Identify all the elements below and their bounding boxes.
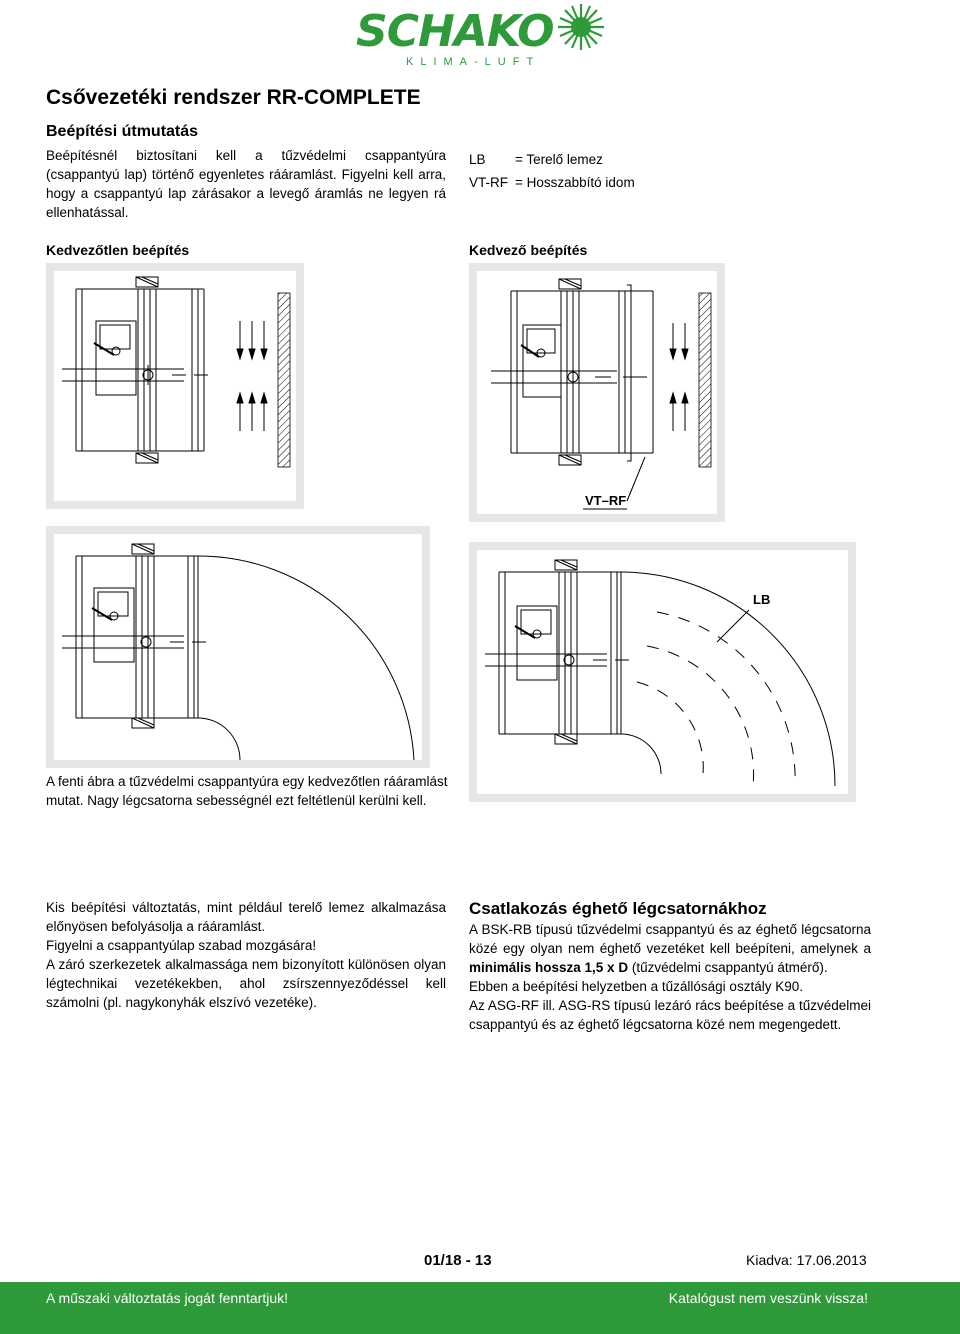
legend-desc: = Terelő lemez: [515, 152, 603, 167]
unfavorable-label: Kedvezőtlen beépítés: [46, 242, 190, 258]
right-column: [469, 920, 871, 1034]
right-heading: Csatlakozás éghető légcsatornákhoz: [469, 899, 767, 918]
favorable-label: Kedvező beépítés: [469, 242, 588, 258]
right-paragraph-3: Az ASG-RF ill. ASG-RS típusú lezáró rács beépítése a tűzvédelmei csappantyú és az éghető légcsatorna közé nem megengedett.: [469, 998, 871, 1032]
left-paragraph: A záró szerkezetek alkalmassága nem bizonyított különösen olyan légtechnikai vezetékekben, ahol zsírszennyeződéssel kell számolni (pl. nagykonyhák elszívó vezetéke).: [46, 957, 446, 1010]
schako-logo: SCHAKO: [356, 6, 554, 57]
footer-left-note: A műszaki változtatás jogát fenntartjuk!: [46, 1290, 289, 1306]
figure-unfavorable-elbow: [46, 526, 430, 768]
right-p1-bold: minimális hossza 1,5 x D: [469, 960, 629, 975]
edition-label: Kiadva:: [746, 1252, 793, 1268]
right-paragraph-2: Ebben a beépítési helyzetben a tűzállósági osztály K90.: [469, 979, 803, 994]
left-paragraph: Kis beépítési változtatás, mint például terelő lemez alkalmazása előnyösen befolyásolja a rááramlást.: [46, 900, 446, 934]
footer-right-note: Katalógust nem veszünk vissza!: [668, 1290, 868, 1306]
edition-info: [746, 1252, 867, 1268]
intro-paragraph: Beépítésnél biztosítani kell a tűzvédelmi csappantyúra (csappantyú lap) történő egyenletes rááramlást. Figyelni kell arra, hogy a csappantyú lap zárásakor a levegő áramlás ne legyen rá ellenhatással.: [46, 148, 446, 220]
legend-code: VT-RF: [469, 175, 508, 190]
right-p1-text: A BSK-RB típusú tűzvédelmi csappantyú és az éghető légcsatorna közé egy olyan nem éghető vezetéket kell beépíteni, amelynek a: [469, 922, 871, 956]
right-paragraph-1: [469, 920, 871, 977]
right-p1-end: (tűzvédelmi csappantyú átmérő).: [628, 960, 828, 975]
legend-row-vtrf: [469, 173, 769, 192]
sun-logo-icon: [556, 2, 606, 52]
figure-favorable-straight: [469, 263, 725, 522]
edition-date: 17.06.2013: [796, 1252, 867, 1268]
legend-row-lb: [469, 150, 769, 169]
legend: [469, 150, 769, 192]
legend-code: LB: [469, 152, 486, 167]
left-paragraph: Figyelni a csappantyúlap szabad mozgására!: [46, 938, 317, 953]
vtrf-label: VT–RF: [585, 493, 627, 508]
elbow-drawing-lb: [477, 550, 848, 794]
footer-bar: [0, 1282, 960, 1334]
figure-favorable-elbow: [469, 542, 856, 802]
elbow-drawing: [54, 534, 422, 760]
section-subtitle: Beépítési útmutatás: [46, 123, 199, 140]
damper-drawing-vtrf: [477, 271, 717, 514]
figure-unfavorable-straight: [46, 263, 304, 509]
figure-caption: A fenti ábra a tűzvédelmi csappantyúra egy kedvezőtlen rááramlást mutat. Nagy légcsatorna sebességnél ezt feltétlenül kerülni kell.: [46, 774, 448, 808]
legend-desc: = Hosszabbító idom: [515, 175, 635, 190]
lb-label: LB: [753, 592, 771, 607]
damper-drawing: [54, 271, 296, 501]
page-number: 01/18 - 13: [424, 1252, 492, 1269]
page-title: Csővezetéki rendszer RR-COMPLETE: [46, 86, 421, 109]
logo-tagline: KLIMA-LUFT: [406, 56, 541, 68]
left-column: [46, 898, 446, 1012]
